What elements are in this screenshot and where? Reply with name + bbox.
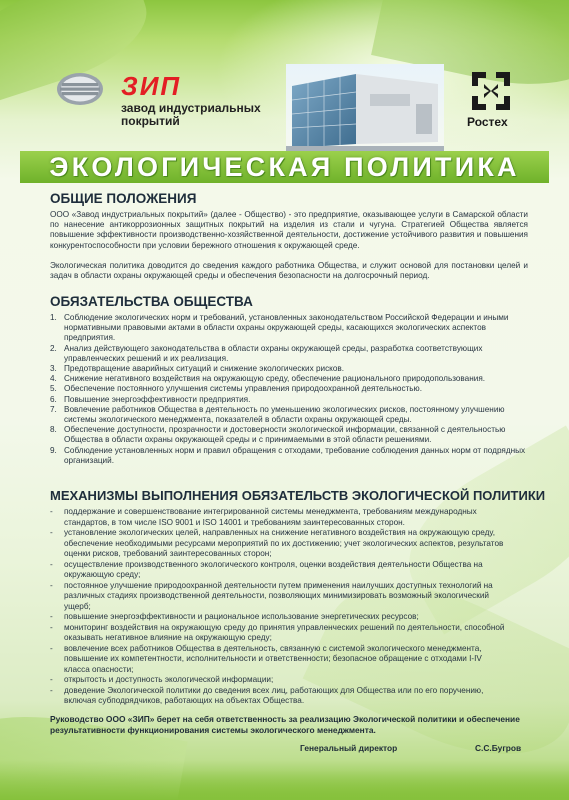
section-heading-mechanisms: МЕХАНИЗМЫ ВЫПОЛНЕНИЯ ОБЯЗАТЕЛЬСТВ ЭКОЛОГИЧЕСКОЙ ПОЛИТИКИ (50, 488, 546, 503)
company-logo: ЗИП (121, 71, 182, 101)
closing-statement: Руководство ООО «ЗИП» берет на себя ответственность за реализацию Экологической политики и обеспечение результативности функционирования системы экологического менеджмента. (50, 714, 520, 735)
mechanisms-list (50, 507, 505, 707)
list-item: 3. Предотвращение аварийных ситуаций и снижение экологических рисков. (50, 364, 345, 374)
rostec-logo-icon (470, 70, 512, 112)
general-paragraph-2: Экологическая политика доводится до сведения каждого работника Общества, и служит основой для постановки целей и задач в области охраны окружающей среды и обеспечения безопасности на долгосрочный период. (50, 261, 528, 281)
company-subtitle-line2: покрытий (121, 114, 180, 128)
zip-emblem-icon (56, 71, 104, 107)
list-item: - установление экологических целей, направленных на снижение негативного воздействия на окружающую среду, обеспечение необходимыми ресурсами мероприятий по их достижению; учет экологических аспектов, результатов оценки рисков, требований заинтересованных сторон; (50, 528, 504, 558)
list-item: 6. Повышение энергоэффективности предприятия. (50, 394, 251, 404)
list-item: 1. Соблюдение экологических норм и требований, установленных законодательством Российской Федерации и иными нормативными правовыми актами в области охраны окружающей среды, касающихся экологических аспектов предприятия. (50, 313, 509, 343)
list-item: - повышение энергоэффективности и рациональное использование энергетических ресурсов; (50, 612, 419, 621)
section-heading-general: ОБЩИЕ ПОЛОЖЕНИЯ (50, 191, 197, 206)
company-subtitle (121, 102, 281, 128)
list-item: 4. Снижение негативного воздействия на окружающую среду, обеспечение рационального природопользования. (50, 374, 486, 384)
factory-building-photo (286, 64, 444, 152)
list-item: 7. Вовлечение работников Общества в деятельность по уменьшению экологических рисков, постоянному улучшению системы экологического менеджмента, показателей в области охраны окружающей среды. (50, 404, 505, 425)
list-item: - вовлечение всех работников Общества в деятельность, связанную с системой экологического менеджмента, повышение их компетентности, исполнительности и ответственности; безопасное обращение с отходами I-IV класса опасности; (50, 643, 482, 674)
general-paragraph-1: ООО «Завод индустриальных покрытий» (далее - Общество) - это предприятие, оказывающее услуги в Самарской области по нанесение антикоррозионных защитных покрытий на изделия из стали и чугуна. Стратегией Общества является повышение эффективности производственно-хозяйственной деятельности, достижение устойчивого развития и повышения конкурентоспособности при условии бережного отношения к окружающей среде. (50, 210, 528, 250)
list-item: - постоянное улучшение природоохранной деятельности путем применения наилучших доступных технологий на различных стадиях производственной деятельности, позволяющих минимизировать возможный экологический ущерб; (50, 580, 493, 611)
list-item: - открытость и доступность экологической информации; (50, 675, 274, 684)
list-item: 2. Анализ действующего законодательства в области охраны окружающей среды, разработка соответствующих управленческих решений и их реализация. (50, 343, 483, 363)
list-item: 5. Обеспечение постоянного улучшения системы управления природоохранной деятельностью. (50, 384, 422, 394)
obligations-list (50, 313, 530, 466)
list-item: 9. Соблюдение установленных норм и правил обращения с отходами, требование соблюдения данных норм от подрядных организаций. (50, 445, 526, 465)
list-item: - осуществление производственного экологического контроля, оценки воздействия деятельности Общества на окружающую среду; (50, 559, 483, 579)
rostec-label: Ростех (467, 115, 508, 129)
list-item: - мониторинг воздействия на окружающую среду до принятия управленческих решений по деятельности, способной оказывать негативное влияние на окружающую среду; (50, 622, 505, 642)
page-title: ЭКОЛОГИЧЕСКАЯ ПОЛИТИКА (49, 152, 520, 182)
list-item: 8. Обеспечение доступности, прозрачности и достоверности экологической информации, связанной с деятельностью Общества в области охраны окружающей среды и с принимаемыми в этой области решениями. (50, 425, 506, 445)
signature-name: С.С.Бугров (475, 743, 522, 753)
bottom-green-band (0, 760, 569, 800)
list-item: - доведение Экологической политики до сведения всех лиц, работающих для Общества или по его поручению, включая субподрядчиков, работающих на объектах Общества. (50, 685, 484, 705)
signature-role: Генеральный директор (300, 743, 398, 753)
list-item: - поддержание и совершенствование интегрированной системы менеджмента, требованиям международных стандартов, в том числе ISO 9001 и ISO 14001 и требованиям заинтересованных сторон. (50, 507, 477, 527)
company-subtitle-line1: завод индустриальных (121, 101, 261, 115)
section-heading-obligations: ОБЯЗАТЕЛЬСТВА ОБЩЕСТВА (50, 294, 253, 309)
